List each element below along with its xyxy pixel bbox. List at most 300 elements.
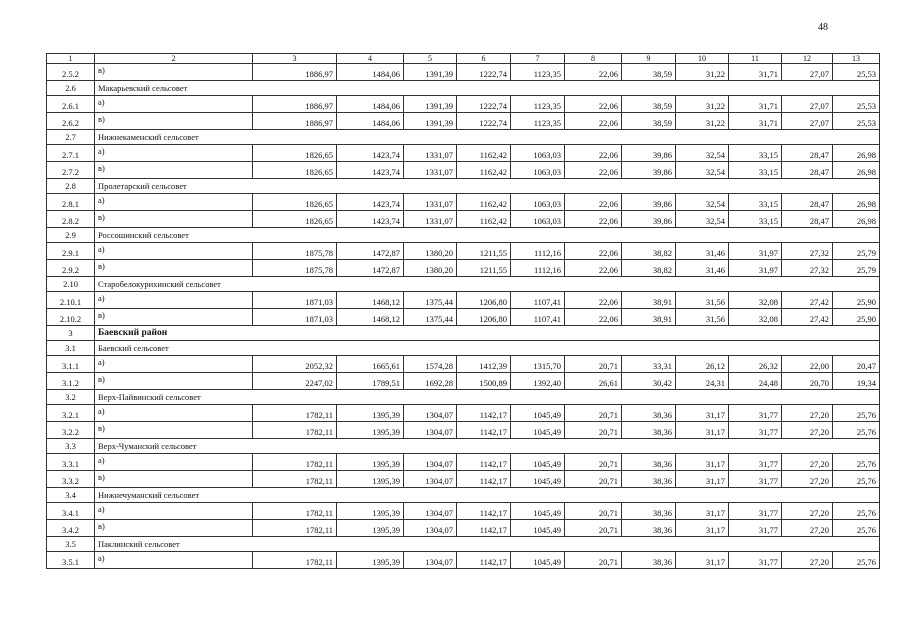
value-cell: 27,20 [782,503,833,520]
value-cell: 1222,74 [457,96,511,113]
section-title: Пролетарский сельсовет [95,179,880,194]
table-row [47,552,880,569]
value-cell: 1107,41 [511,309,565,326]
column-header: 13 [833,54,880,64]
value-cell: 32,08 [729,309,782,326]
value-cell: 1886,97 [253,64,337,81]
value-cell: 20,71 [565,471,622,488]
value-cell: 1484,06 [337,64,404,81]
value-cell: 1063,03 [511,211,565,228]
value-cell: 1391,39 [404,64,457,81]
table-row [47,373,880,390]
value-cell: 25,90 [833,292,880,309]
row-code: 3.2 [47,390,95,405]
section-row [47,537,880,552]
value-cell: 32,54 [676,162,729,179]
value-cell: 31,77 [729,552,782,569]
table-row [47,260,880,277]
value-cell: 1112,16 [511,243,565,260]
row-code: 3.3.1 [47,454,95,471]
row-label: в) [95,260,253,277]
value-cell: 20,71 [565,552,622,569]
value-cell: 1782,11 [253,552,337,569]
value-cell: 22,06 [565,96,622,113]
value-cell: 25,53 [833,113,880,130]
value-cell: 31,97 [729,243,782,260]
value-cell: 1468,12 [337,309,404,326]
value-cell: 1782,11 [253,503,337,520]
value-cell: 1142,17 [457,422,511,439]
value-cell: 31,77 [729,422,782,439]
value-cell: 1782,11 [253,422,337,439]
value-cell: 1142,17 [457,454,511,471]
section-row [47,81,880,96]
value-cell: 1045,49 [511,422,565,439]
column-header: 6 [457,54,511,64]
value-cell: 1123,35 [511,64,565,81]
value-cell: 22,06 [565,64,622,81]
value-cell: 1395,39 [337,552,404,569]
value-cell: 33,15 [729,194,782,211]
value-cell: 32,54 [676,211,729,228]
row-code: 3.2.2 [47,422,95,439]
value-cell: 1304,07 [404,503,457,520]
row-code: 3.1.1 [47,356,95,373]
value-cell: 25,79 [833,260,880,277]
row-code: 2.8 [47,179,95,194]
value-cell: 27,20 [782,454,833,471]
table-row [47,162,880,179]
table-row [47,520,880,537]
value-cell: 1045,49 [511,520,565,537]
value-cell: 22,06 [565,113,622,130]
value-cell: 1782,11 [253,405,337,422]
value-cell: 31,17 [676,520,729,537]
section-row [47,390,880,405]
value-cell: 24,48 [729,373,782,390]
row-label: а) [95,194,253,211]
section-row [47,228,880,243]
column-header: 11 [729,54,782,64]
value-cell: 31,71 [729,64,782,81]
section-title: Россошинский сельсовет [95,228,880,243]
table-row [47,422,880,439]
row-code: 3.5.1 [47,552,95,569]
value-cell: 1871,03 [253,309,337,326]
table-row [47,113,880,130]
value-cell: 1789,51 [337,373,404,390]
value-cell: 1142,17 [457,520,511,537]
table-row [47,356,880,373]
row-label: а) [95,405,253,422]
value-cell: 31,22 [676,113,729,130]
value-cell: 27,20 [782,552,833,569]
section-row [47,439,880,454]
value-cell: 22,06 [565,145,622,162]
value-cell: 19,34 [833,373,880,390]
row-code: 3.4 [47,488,95,503]
value-cell: 31,77 [729,471,782,488]
row-label: а) [95,292,253,309]
value-cell: 1045,49 [511,552,565,569]
column-header: 5 [404,54,457,64]
value-cell: 33,15 [729,211,782,228]
value-cell: 31,77 [729,405,782,422]
value-cell: 25,76 [833,471,880,488]
row-label: в) [95,162,253,179]
value-cell: 25,76 [833,422,880,439]
value-cell: 20,71 [565,356,622,373]
value-cell: 1206,80 [457,309,511,326]
value-cell: 31,77 [729,454,782,471]
value-cell: 31,46 [676,260,729,277]
value-cell: 1045,49 [511,471,565,488]
table-row [47,503,880,520]
row-label: а) [95,145,253,162]
section-row [47,341,880,356]
value-cell: 27,20 [782,520,833,537]
value-cell: 1395,39 [337,471,404,488]
section-title: Нижнечуманский сельсовет [95,488,880,503]
value-cell: 1484,06 [337,113,404,130]
value-cell: 1395,39 [337,520,404,537]
value-cell: 32,08 [729,292,782,309]
row-code: 2.6.1 [47,96,95,113]
column-header: 2 [95,54,253,64]
table-row [47,243,880,260]
value-cell: 31,46 [676,243,729,260]
value-cell: 26,98 [833,145,880,162]
value-cell: 31,17 [676,552,729,569]
value-cell: 22,06 [565,309,622,326]
value-cell: 22,06 [565,260,622,277]
value-cell: 1395,39 [337,454,404,471]
row-label: а) [95,503,253,520]
value-cell: 1123,35 [511,113,565,130]
tariff-table [46,53,880,569]
value-cell: 1412,39 [457,356,511,373]
column-header: 3 [253,54,337,64]
value-cell: 26,98 [833,194,880,211]
value-cell: 1063,03 [511,162,565,179]
value-cell: 26,98 [833,211,880,228]
value-cell: 1222,74 [457,64,511,81]
value-cell: 33,15 [729,162,782,179]
value-cell: 31,71 [729,96,782,113]
value-cell: 27,42 [782,292,833,309]
column-header: 9 [622,54,676,64]
value-cell: 1826,65 [253,145,337,162]
value-cell: 31,22 [676,64,729,81]
value-cell: 1423,74 [337,211,404,228]
table-row [47,309,880,326]
value-cell: 1886,97 [253,96,337,113]
value-cell: 26,12 [676,356,729,373]
value-cell: 38,36 [622,520,676,537]
value-cell: 1392,40 [511,373,565,390]
value-cell: 39,86 [622,194,676,211]
row-code: 3.5 [47,537,95,552]
value-cell: 39,86 [622,145,676,162]
value-cell: 31,17 [676,422,729,439]
table-row [47,292,880,309]
table-row [47,145,880,162]
value-cell: 31,77 [729,503,782,520]
value-cell: 1222,74 [457,113,511,130]
value-cell: 27,20 [782,405,833,422]
value-cell: 32,54 [676,194,729,211]
value-cell: 24,31 [676,373,729,390]
value-cell: 25,90 [833,309,880,326]
value-cell: 1331,07 [404,194,457,211]
value-cell: 1304,07 [404,454,457,471]
value-cell: 1045,49 [511,503,565,520]
value-cell: 26,61 [565,373,622,390]
row-label: в) [95,211,253,228]
region-row [47,326,880,341]
page-number: 48 [818,22,828,33]
value-cell: 1045,49 [511,454,565,471]
value-cell: 31,17 [676,405,729,422]
row-label: а) [95,552,253,569]
value-cell: 38,36 [622,471,676,488]
value-cell: 22,06 [565,243,622,260]
value-cell: 20,71 [565,520,622,537]
value-cell: 1395,39 [337,405,404,422]
value-cell: 25,76 [833,405,880,422]
section-row [47,277,880,292]
value-cell: 25,53 [833,96,880,113]
value-cell: 1304,07 [404,471,457,488]
value-cell: 1162,42 [457,145,511,162]
row-label: в) [95,309,253,326]
value-cell: 27,07 [782,96,833,113]
value-cell: 25,53 [833,64,880,81]
value-cell: 27,07 [782,64,833,81]
row-code: 2.9 [47,228,95,243]
value-cell: 1331,07 [404,145,457,162]
value-cell: 38,59 [622,96,676,113]
row-label: в) [95,471,253,488]
value-cell: 22,00 [782,356,833,373]
value-cell: 39,86 [622,211,676,228]
row-code: 2.7 [47,130,95,145]
row-label: а) [95,96,253,113]
table-row [47,471,880,488]
value-cell: 1375,44 [404,309,457,326]
value-cell: 1142,17 [457,405,511,422]
row-code: 2.6 [47,81,95,96]
section-title: Баевский сельсовет [95,341,880,356]
value-cell: 38,91 [622,309,676,326]
value-cell: 28,47 [782,211,833,228]
value-cell: 22,06 [565,162,622,179]
section-title: Верх-Пайвинский сельсовет [95,390,880,405]
value-cell: 1391,39 [404,96,457,113]
value-cell: 27,07 [782,113,833,130]
value-cell: 1665,61 [337,356,404,373]
value-cell: 1875,78 [253,260,337,277]
column-header: 1 [47,54,95,64]
section-title: Старобелокурихинский сельсовет [95,277,880,292]
value-cell: 31,22 [676,96,729,113]
column-header: 10 [676,54,729,64]
value-cell: 1782,11 [253,520,337,537]
value-cell: 1692,28 [404,373,457,390]
table-body [47,54,880,569]
value-cell: 27,42 [782,309,833,326]
value-cell: 1423,74 [337,194,404,211]
value-cell: 1211,55 [457,243,511,260]
value-cell: 1395,39 [337,503,404,520]
row-label: в) [95,64,253,81]
value-cell: 28,47 [782,162,833,179]
row-label: в) [95,422,253,439]
value-cell: 38,91 [622,292,676,309]
value-cell: 1380,20 [404,243,457,260]
value-cell: 2052,32 [253,356,337,373]
value-cell: 1391,39 [404,113,457,130]
value-cell: 1826,65 [253,194,337,211]
value-cell: 1395,39 [337,422,404,439]
value-cell: 1886,97 [253,113,337,130]
value-cell: 1142,17 [457,552,511,569]
row-code: 2.7.1 [47,145,95,162]
value-cell: 1380,20 [404,260,457,277]
value-cell: 1500,89 [457,373,511,390]
row-label: в) [95,373,253,390]
table-row [47,96,880,113]
value-cell: 27,20 [782,422,833,439]
section-title: Макарьевский сельсовет [95,81,880,96]
row-code: 3.1.2 [47,373,95,390]
value-cell: 32,54 [676,145,729,162]
value-cell: 25,76 [833,454,880,471]
section-row [47,130,880,145]
value-cell: 27,32 [782,243,833,260]
value-cell: 1468,12 [337,292,404,309]
column-header: 12 [782,54,833,64]
row-label: а) [95,243,253,260]
row-code: 2.10.2 [47,309,95,326]
value-cell: 1304,07 [404,422,457,439]
row-code: 2.6.2 [47,113,95,130]
value-cell: 25,79 [833,243,880,260]
value-cell: 1107,41 [511,292,565,309]
value-cell: 38,82 [622,260,676,277]
row-code: 3.4.1 [47,503,95,520]
value-cell: 27,20 [782,471,833,488]
row-label: а) [95,356,253,373]
row-code: 2.10 [47,277,95,292]
row-code: 3.2.1 [47,405,95,422]
value-cell: 1782,11 [253,471,337,488]
value-cell: 38,59 [622,64,676,81]
value-cell: 33,15 [729,145,782,162]
value-cell: 20,71 [565,503,622,520]
row-label: в) [95,520,253,537]
value-cell: 25,76 [833,552,880,569]
value-cell: 1875,78 [253,243,337,260]
value-cell: 31,77 [729,520,782,537]
value-cell: 38,36 [622,503,676,520]
row-code: 3 [47,326,95,341]
column-header: 7 [511,54,565,64]
table-row [47,405,880,422]
value-cell: 22,06 [565,211,622,228]
value-cell: 1375,44 [404,292,457,309]
value-cell: 26,32 [729,356,782,373]
value-cell: 20,71 [565,422,622,439]
value-cell: 31,56 [676,292,729,309]
value-cell: 1304,07 [404,520,457,537]
value-cell: 25,76 [833,520,880,537]
row-code: 3.3.2 [47,471,95,488]
section-title: Нижнекаменский сельсовет [95,130,880,145]
value-cell: 1112,16 [511,260,565,277]
row-code: 2.8.1 [47,194,95,211]
value-cell: 1304,07 [404,405,457,422]
value-cell: 1331,07 [404,162,457,179]
value-cell: 1423,74 [337,145,404,162]
row-code: 2.9.1 [47,243,95,260]
row-code: 3.1 [47,341,95,356]
value-cell: 1063,03 [511,194,565,211]
row-code: 2.10.1 [47,292,95,309]
value-cell: 20,71 [565,454,622,471]
value-cell: 1484,06 [337,96,404,113]
value-cell: 33,31 [622,356,676,373]
value-cell: 28,47 [782,145,833,162]
value-cell: 1045,49 [511,405,565,422]
value-cell: 30,42 [622,373,676,390]
value-cell: 31,17 [676,471,729,488]
value-cell: 20,47 [833,356,880,373]
column-header: 8 [565,54,622,64]
table-row [47,64,880,81]
value-cell: 1574,28 [404,356,457,373]
value-cell: 38,59 [622,113,676,130]
row-code: 2.8.2 [47,211,95,228]
value-cell: 39,86 [622,162,676,179]
row-code: 3.3 [47,439,95,454]
value-cell: 1142,17 [457,471,511,488]
table-row [47,454,880,471]
row-label: а) [95,454,253,471]
value-cell: 26,98 [833,162,880,179]
row-code: 3.4.2 [47,520,95,537]
value-cell: 20,71 [565,405,622,422]
row-code: 2.7.2 [47,162,95,179]
value-cell: 31,17 [676,503,729,520]
value-cell: 1211,55 [457,260,511,277]
value-cell: 2247,02 [253,373,337,390]
value-cell: 1315,70 [511,356,565,373]
row-label: в) [95,113,253,130]
value-cell: 1206,80 [457,292,511,309]
value-cell: 31,17 [676,454,729,471]
value-cell: 1472,87 [337,243,404,260]
value-cell: 1472,87 [337,260,404,277]
header-row [47,54,880,64]
value-cell: 1162,42 [457,211,511,228]
value-cell: 1142,17 [457,503,511,520]
section-title: Верх-Чуманский сельсовет [95,439,880,454]
value-cell: 38,82 [622,243,676,260]
value-cell: 31,71 [729,113,782,130]
value-cell: 1162,42 [457,194,511,211]
column-header: 4 [337,54,404,64]
